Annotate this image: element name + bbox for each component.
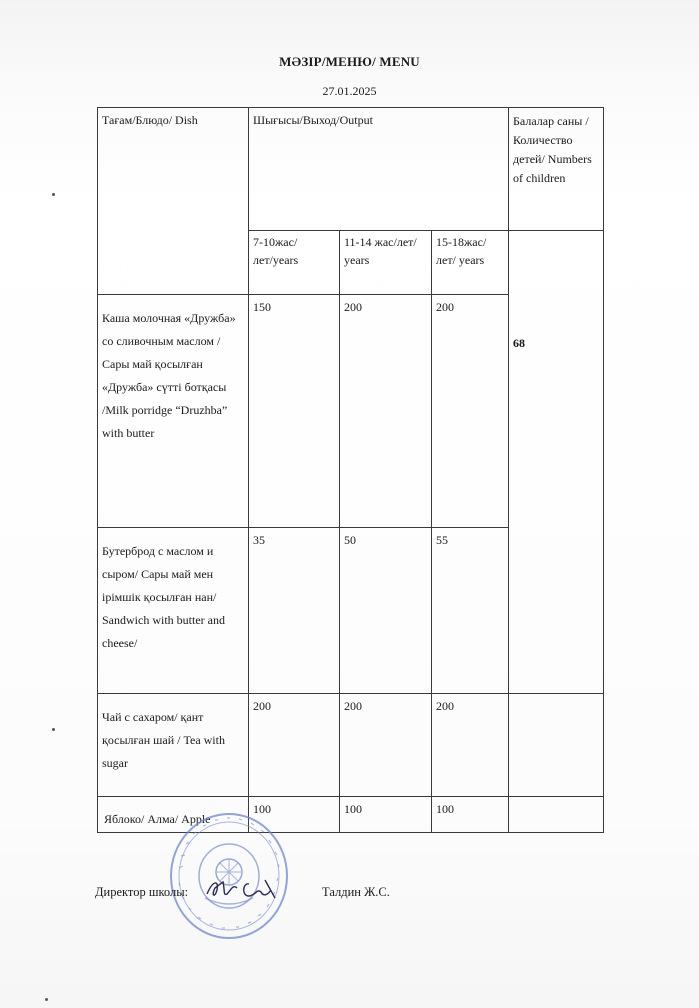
dish-name: Каша молочная «Дружба» со сливочным маслом / Сары май қосылған «Дружба» сүтті ботқасы /Milk porridge “Druzhba” with butter xyxy=(98,295,249,528)
empty-cell xyxy=(509,797,604,833)
dish-name: Чай с сахаром/ қант қосылған шай / Tea with sugar xyxy=(98,694,249,797)
table-header-row xyxy=(98,108,604,231)
table-row xyxy=(98,694,604,797)
output-value: 100 xyxy=(432,797,509,833)
output-value: 200 xyxy=(432,694,509,797)
menu-date: 27.01.2025 xyxy=(322,84,377,98)
dish-name: Яблоко/ Алма/ Apple xyxy=(98,797,249,833)
dish-column-header: Тағам/Блюдо/ Dish xyxy=(98,108,249,295)
children-column-header: Балалар саны /Количество детей/ Numbers of children xyxy=(509,108,604,231)
menu-title: МӘЗІР/МЕНЮ/ MENU xyxy=(279,54,420,69)
output-value: 200 xyxy=(340,295,432,528)
scan-speck xyxy=(52,728,55,731)
age-group-11-14: 11-14 жас/лет/ years xyxy=(340,231,432,295)
output-value: 100 xyxy=(340,797,432,833)
scan-speck xyxy=(45,998,48,1001)
output-value: 100 xyxy=(249,797,340,833)
children-count: 68 xyxy=(509,231,604,694)
output-value: 200 xyxy=(249,694,340,797)
age-group-15-18: 15-18жас/лет/ years xyxy=(432,231,509,295)
scan-speck xyxy=(52,193,55,196)
director-signature xyxy=(203,876,281,902)
output-value: 200 xyxy=(340,694,432,797)
dish-name: Бутерброд с маслом и сыром/ Сары май мен ірімшік қосылған нан/ Sandwich with butter and cheese/ xyxy=(98,528,249,694)
output-value: 50 xyxy=(340,528,432,694)
director-name: Талдин Ж.С. xyxy=(322,885,390,899)
output-column-header: Шығысы/Выход/Output xyxy=(249,108,509,231)
director-label: Директор школы: xyxy=(95,885,189,899)
output-value: 55 xyxy=(432,528,509,694)
menu-table xyxy=(97,107,604,833)
age-group-7-10: 7-10жас/лет/years xyxy=(249,231,340,295)
output-value: 35 xyxy=(249,528,340,694)
output-value: 150 xyxy=(249,295,340,528)
empty-cell xyxy=(509,694,604,797)
output-value: 200 xyxy=(432,295,509,528)
